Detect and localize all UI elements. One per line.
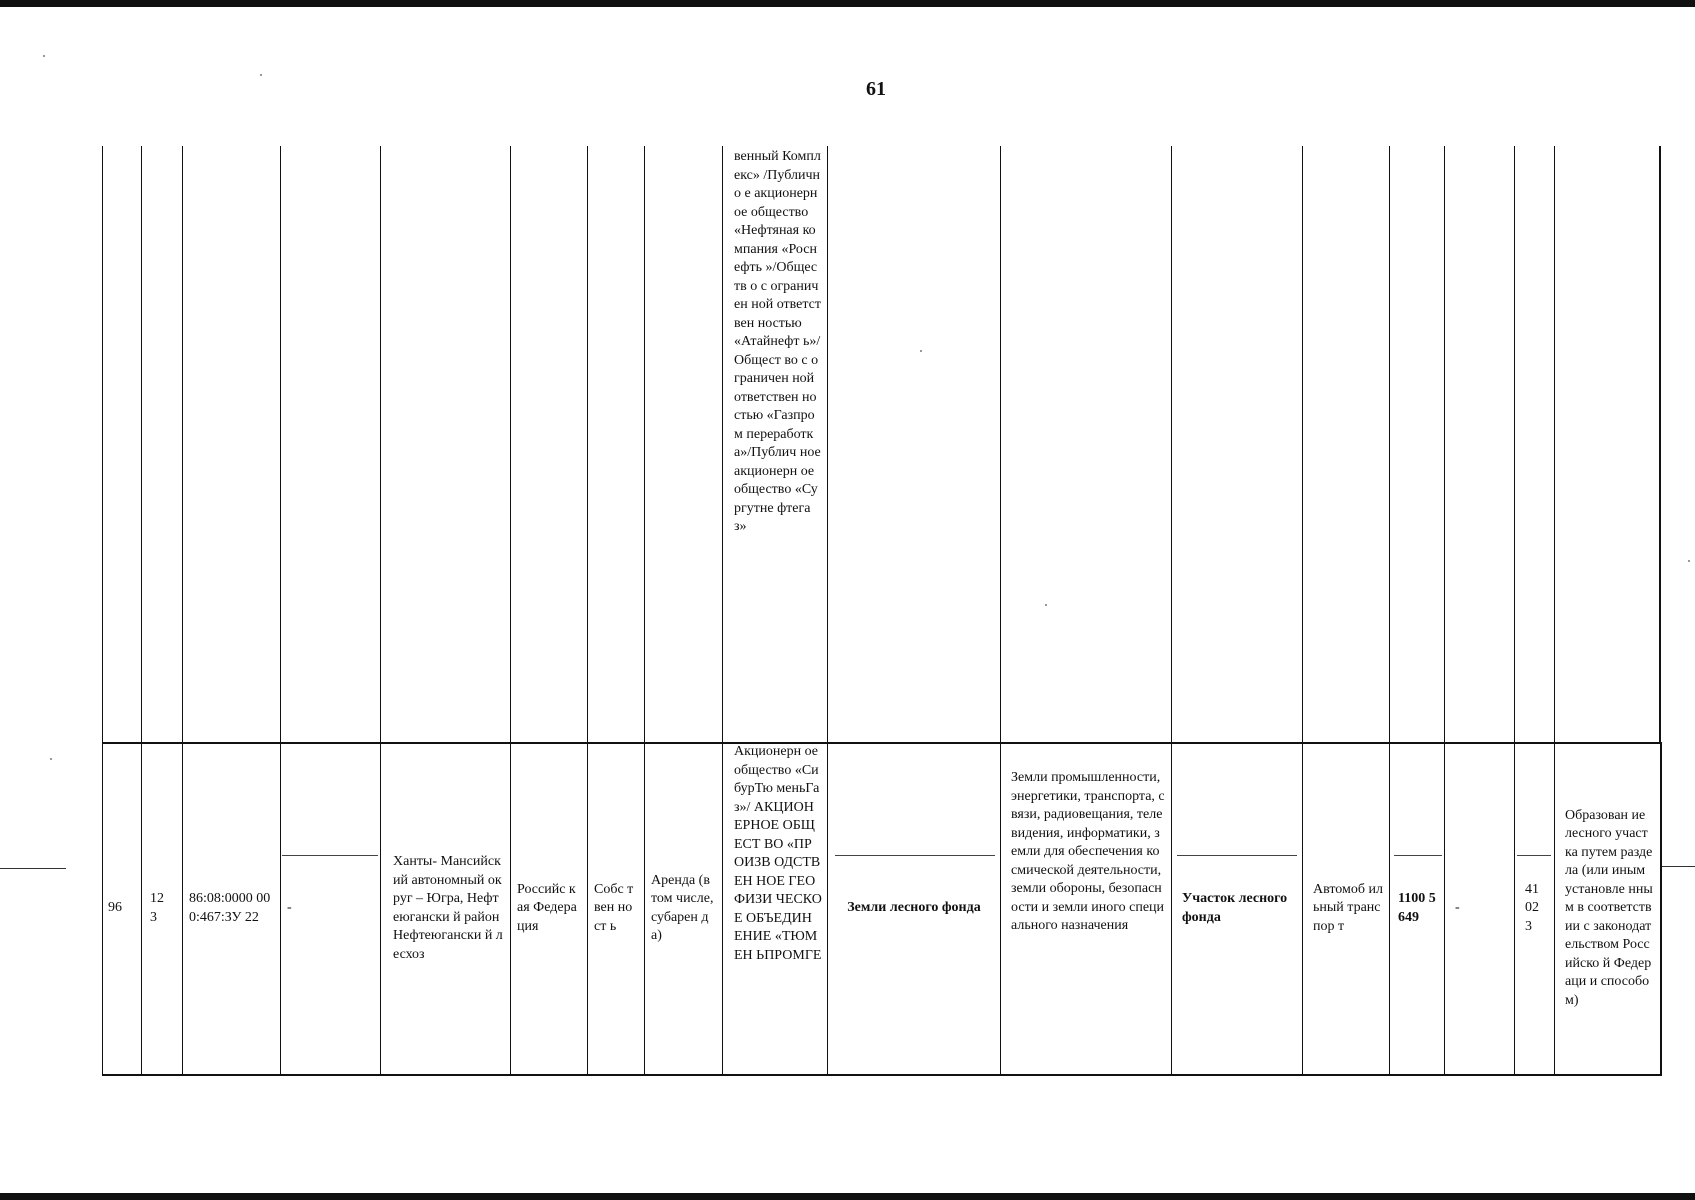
object-type-text: Участок лесного фонда bbox=[1182, 891, 1288, 925]
formation-method bbox=[1555, 743, 1659, 1074]
dash-text: - bbox=[287, 900, 292, 916]
owner-state bbox=[511, 743, 587, 1074]
column-divider bbox=[1514, 146, 1515, 743]
column-divider bbox=[141, 146, 142, 743]
owner-state-text: Российс кая Федера ция bbox=[517, 881, 577, 934]
continued-owner-text: венный Комплекс» /Публично е акционерн ое общество «Нефтяная компания «Роснефть »/Обществ о с ограничен ной ответствен ностью «Атайнефт ь»/Общест во с ограничен ной ответствен ностью «Газпром переработк а»/Публич ное акционерн ое общество «Сургутне фтегаз» bbox=[734, 149, 821, 534]
land-category bbox=[828, 743, 1000, 1074]
right-type bbox=[588, 743, 644, 1074]
code-text: 41 02 3 bbox=[1525, 881, 1539, 934]
transport bbox=[1303, 743, 1389, 1074]
scan-speck bbox=[43, 55, 45, 57]
column-divider bbox=[1302, 146, 1303, 743]
row-subnumber-text: 12 3 bbox=[150, 891, 164, 925]
column-divider bbox=[1659, 146, 1661, 743]
column-divider bbox=[380, 146, 381, 743]
land-category-text: Земли лесного фонда bbox=[847, 900, 981, 916]
code bbox=[1515, 743, 1554, 1074]
column-divider bbox=[102, 146, 103, 743]
page-number: 61 bbox=[866, 78, 886, 100]
table-row-96 bbox=[102, 743, 1662, 1076]
cadastral-number-text: 86:08:0000 000:467:ЗУ 22 bbox=[189, 891, 271, 925]
column-divider bbox=[644, 146, 645, 743]
column-divider bbox=[722, 743, 723, 1074]
bottom-border-rule bbox=[0, 1193, 1695, 1200]
empty-col-dash-2 bbox=[1445, 743, 1514, 1074]
continued-row bbox=[102, 146, 1662, 743]
row-number bbox=[103, 743, 141, 1074]
column-divider bbox=[722, 146, 723, 743]
holder: Акционерн ое общество «СибурТю меньГаз»/ АКЦИОН ЕРНОЕ ОБЩЕСТ ВО «ПРОИЗВ ОДСТВЕН НОЕ ГЕОФИЗИ ЧЕСКОЕ ОБЪЕДИН ЕНИЕ «ТЮМЕН ЬПРОМГЕ bbox=[734, 744, 822, 963]
column-divider bbox=[1389, 146, 1390, 743]
column-divider bbox=[1444, 146, 1445, 743]
formation-method-text: Образован ие лесного участка путем раздела (или иным установле нным в соответств ии с законодат ельством Российско й Федераци и способом) bbox=[1565, 807, 1653, 1008]
area-text: 1100 5649 bbox=[1398, 891, 1436, 925]
column-divider bbox=[1000, 146, 1001, 743]
location-text: Ханты- Мансийский автономный округ – Югра, Нефтеюгански й район Нефтеюгански й лесхоз bbox=[393, 854, 503, 962]
scan-speck bbox=[260, 74, 262, 76]
scan-artifact-line bbox=[1660, 866, 1695, 867]
permitted-use: Земли промышленности, энергетики, транспорта, связи, радиовещания, телевидения, информатики, земли для обеспечения космической деятельности, земли обороны, безопасности и земли иного специального назначения bbox=[1011, 770, 1165, 933]
row-number-text: 96 bbox=[108, 900, 122, 916]
row-subnumber bbox=[142, 743, 182, 1074]
encumbrance-text: Аренда (в том числе, субарен да) bbox=[651, 872, 714, 943]
transport-text: Автомоб ильный транспор т bbox=[1313, 881, 1383, 934]
object-type bbox=[1172, 743, 1302, 1074]
scan-artifact-line bbox=[0, 868, 66, 869]
top-border-rule bbox=[0, 0, 1695, 7]
scan-speck bbox=[50, 758, 52, 760]
empty-col-dash bbox=[281, 743, 380, 1074]
column-divider bbox=[1554, 146, 1555, 743]
column-divider bbox=[510, 146, 511, 743]
column-divider bbox=[1171, 146, 1172, 743]
dash-text-2: - bbox=[1455, 900, 1460, 916]
cadastral-number bbox=[183, 743, 280, 1074]
column-divider bbox=[182, 146, 183, 743]
right-type-text: Собс твен ност ь bbox=[594, 881, 634, 934]
area bbox=[1390, 743, 1444, 1074]
scan-speck bbox=[1688, 560, 1690, 562]
encumbrance bbox=[645, 743, 722, 1074]
location bbox=[381, 743, 510, 1074]
column-divider bbox=[587, 146, 588, 743]
column-divider bbox=[280, 146, 281, 743]
